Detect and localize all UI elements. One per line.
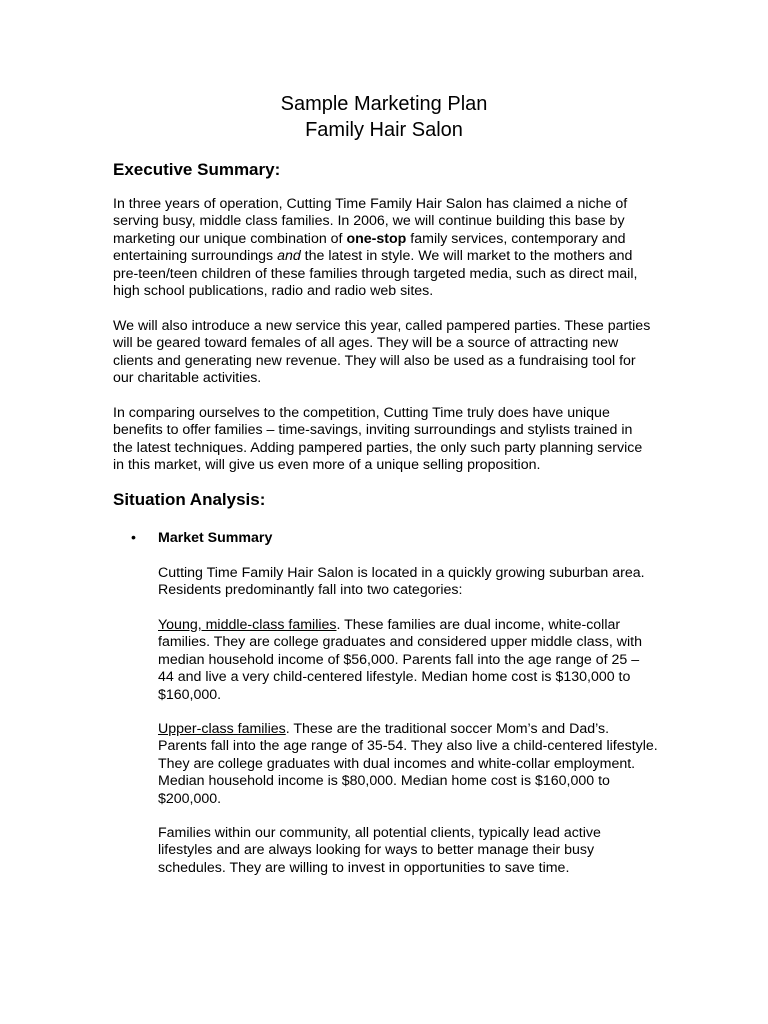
executive-summary-paragraph-2: We will also introduce a new service this year, called pampered parties. These parties will be geared toward females of all ages. They will be a source of attracting new clients and generating new revenue. They will also be used as a fundraising tool for our charitable activities. <box>113 318 651 387</box>
executive-summary-paragraph-1 <box>113 196 653 300</box>
young-families-label: Young, middle-class families <box>158 617 337 633</box>
market-summary-intro: Cutting Time Family Hair Salon is located in a quickly growing suburban area. Residents predominantly fall into two categories: <box>158 565 645 599</box>
executive-summary-paragraph-3: In comparing ourselves to the competition, Cutting Time truly does have unique benefits to offer families – time-savings, inviting surroundings and stylists trained in the latest techniques. Adding pampered parties, the only such party planning service in this market, will give us even more of a unique selling proposition. <box>113 405 643 474</box>
document-title-line-1: Sample Marketing Plan <box>280 93 488 115</box>
exec-p1-bold: one-stop <box>346 230 407 247</box>
upper-class-families-label: Upper-class families <box>158 721 286 737</box>
document-title-line-2: Family Hair Salon <box>305 119 463 141</box>
exec-p1-text-a: In three years of operation, Cutting Time Family Hair Salon has claimed a niche of serving busy, middle class families. In 2006, we will continue building this base by marketing our unique combination of <box>113 196 628 247</box>
bullet-dot: • <box>131 530 136 546</box>
exec-p1-text-b: family services, contemporary and entertaining surroundings <box>113 230 626 265</box>
market-summary-label: Market Summary <box>158 530 273 546</box>
young-families-text: . These families are dual income, white-collar families. They are college graduates and considered upper middle class, with median household income of $56,000. Parents fall into the age range of 25 – 44 and live a very child-centered lifestyle. Median home cost is $130,000 to $160,000. <box>158 617 642 703</box>
situation-analysis-heading: Situation Analysis: <box>113 490 266 509</box>
upper-class-families-paragraph <box>158 721 658 808</box>
upper-class-families-text: . These are the traditional soccer Mom’s and Dad’s. Parents fall into the age range of 35-54. They also live a child-centered lifestyle. They are college graduates with dual incomes and white-collar employment. Median household income is $80,000. Median home cost is $160,000 to $200,000. <box>158 721 658 807</box>
executive-summary-heading: Executive Summary: <box>113 160 281 179</box>
exec-p1-text-c: the latest in style. We will market to the mothers and pre-teen/teen children of these families through targeted media, such as direct mail, high school publications, radio and radio web sites. <box>113 248 638 300</box>
young-families-paragraph <box>158 617 658 704</box>
exec-p1-italic: and <box>277 248 301 265</box>
families-community-paragraph: Families within our community, all potential clients, typically lead active lifestyles and are always looking for ways to better manage their busy schedules. They are willing to invest in opportunities to save time. <box>158 825 601 876</box>
